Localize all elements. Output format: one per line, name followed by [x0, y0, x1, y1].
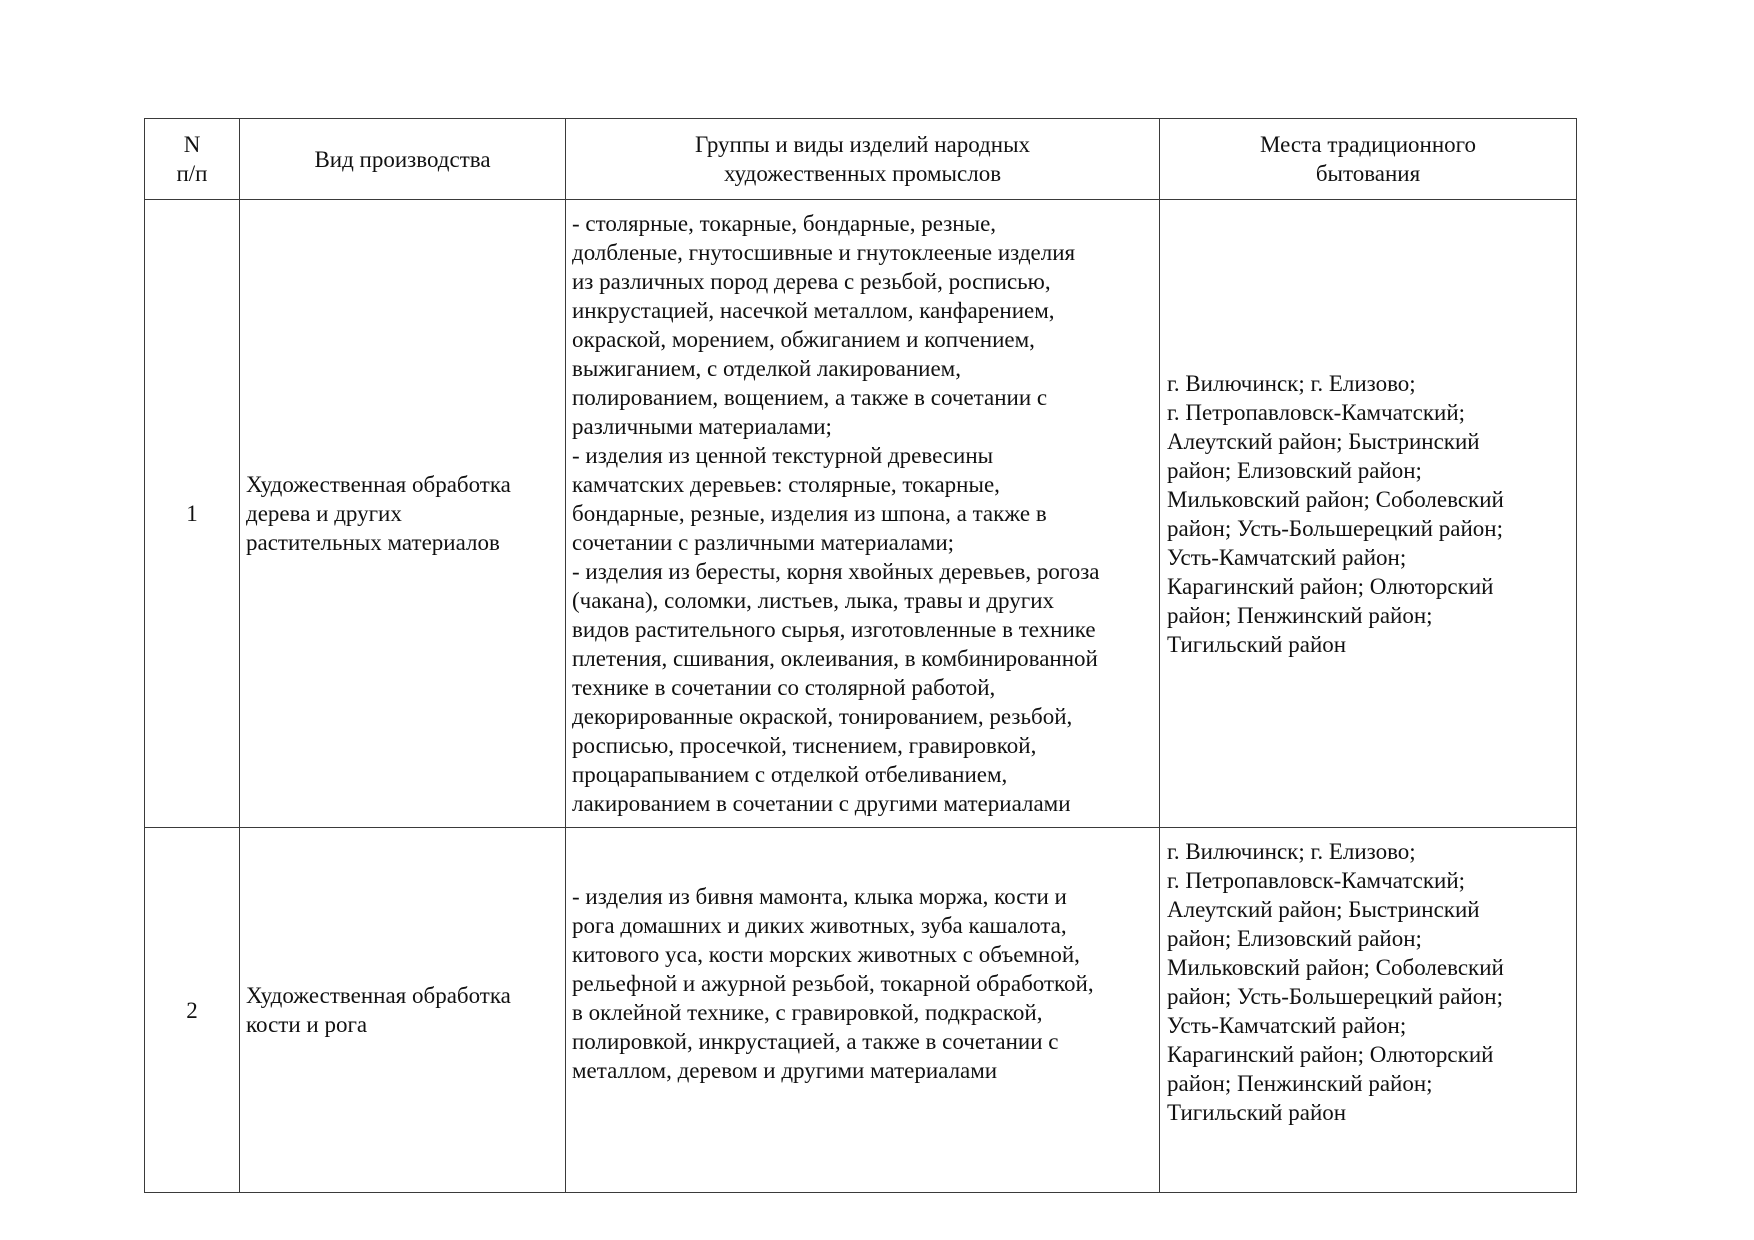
- product-groups: - столярные, токарные, бондарные, резные, долбленые, гнутосшивные и гнутоклееные изделия из различных пород дерева с резьбой, росписью, инкрустацией, насечкой металлом, канфарением, окраской, морением, обжиганием и копчением, выжиганием, с отделкой лакированием, полированием, вощением, а также в сочетании с различными материалами; - изделия из ценной текстурной древесины камчатских деревьев: столярные, токарные, бондарные, резные, изделия из шпона, а также в сочетании с различными материалами; - изделия из бересты, корня хвойных деревьев, рогоза (чакана), соломки, листьев, лыка, травы и других видов растительного сырья, изготовленные в технике плетения, сшивания, оклеивания, в комбинированной технике в сочетании со столярной работой, декорированные окраской, тонированием, резьбой, росписью, просечкой, тиснением, гравировкой, процарапыванием с отделкой отбеливанием, лакированием в сочетании с другими материалами: [572, 211, 1100, 816]
- table-body: [145, 200, 1577, 1193]
- row-number-cell: [145, 828, 240, 1193]
- header-product-groups-text: Группы и виды изделий народных художественных промыслов: [694, 132, 1031, 186]
- production-type-cell: [240, 200, 566, 828]
- header-number: [145, 119, 240, 200]
- places-cell: [1160, 200, 1577, 828]
- production-type: Художественная обработка кости и рога: [246, 983, 511, 1037]
- header-product-groups: [566, 119, 1160, 200]
- row-number-cell: [145, 200, 240, 828]
- header-row: [145, 119, 1577, 200]
- production-type: Художественная обработка дерева и других растительных материалов: [246, 472, 511, 555]
- header-number-text: N п/п: [176, 132, 208, 186]
- places: г. Вилючинск; г. Елизово; г. Петропавловск-Камчатский; Алеутский район; Быстринский район; Елизовский район; Мильковский район; Соболевский район; Усть-Большерецкий район; Усть-Камчатский район; Карагинский район; Олюторский район; Пенжинский район; Тигильский район: [1167, 370, 1504, 657]
- table-row: [145, 828, 1577, 1193]
- header-production-type-text: Вид производства: [314, 146, 491, 172]
- header-places: [1160, 119, 1577, 200]
- crafts-table: [144, 118, 1577, 1193]
- header-places-text: Места традиционного бытования: [1259, 132, 1477, 186]
- places: г. Вилючинск; г. Елизово; г. Петропавловск-Камчатский; Алеутский район; Быстринский район; Елизовский район; Мильковский район; Соболевский район; Усть-Большерецкий район; Усть-Камчатский район; Карагинский район; Олюторский район; Пенжинский район; Тигильский район: [1167, 839, 1504, 1125]
- row-number: 2: [186, 997, 198, 1023]
- table-row: [145, 200, 1577, 828]
- product-groups-cell: [566, 828, 1160, 1193]
- production-type-cell: [240, 828, 566, 1193]
- product-groups: - изделия из бивня мамонта, клыка моржа, кости и рога домашних и диких животных, зуба кашалота, китового уса, кости морских животных с объемной, рельефной и ажурной резьбой, токарной обработкой, в оклейной технике, с гравировкой, подкраской, полировкой, инкрустацией, а также в сочетании с металлом, деревом и другими материалами: [572, 884, 1094, 1083]
- places-cell: [1160, 828, 1577, 1193]
- row-number: 1: [186, 501, 198, 526]
- header-production-type: [240, 119, 566, 200]
- table-header: [145, 119, 1577, 200]
- product-groups-cell: [566, 200, 1160, 828]
